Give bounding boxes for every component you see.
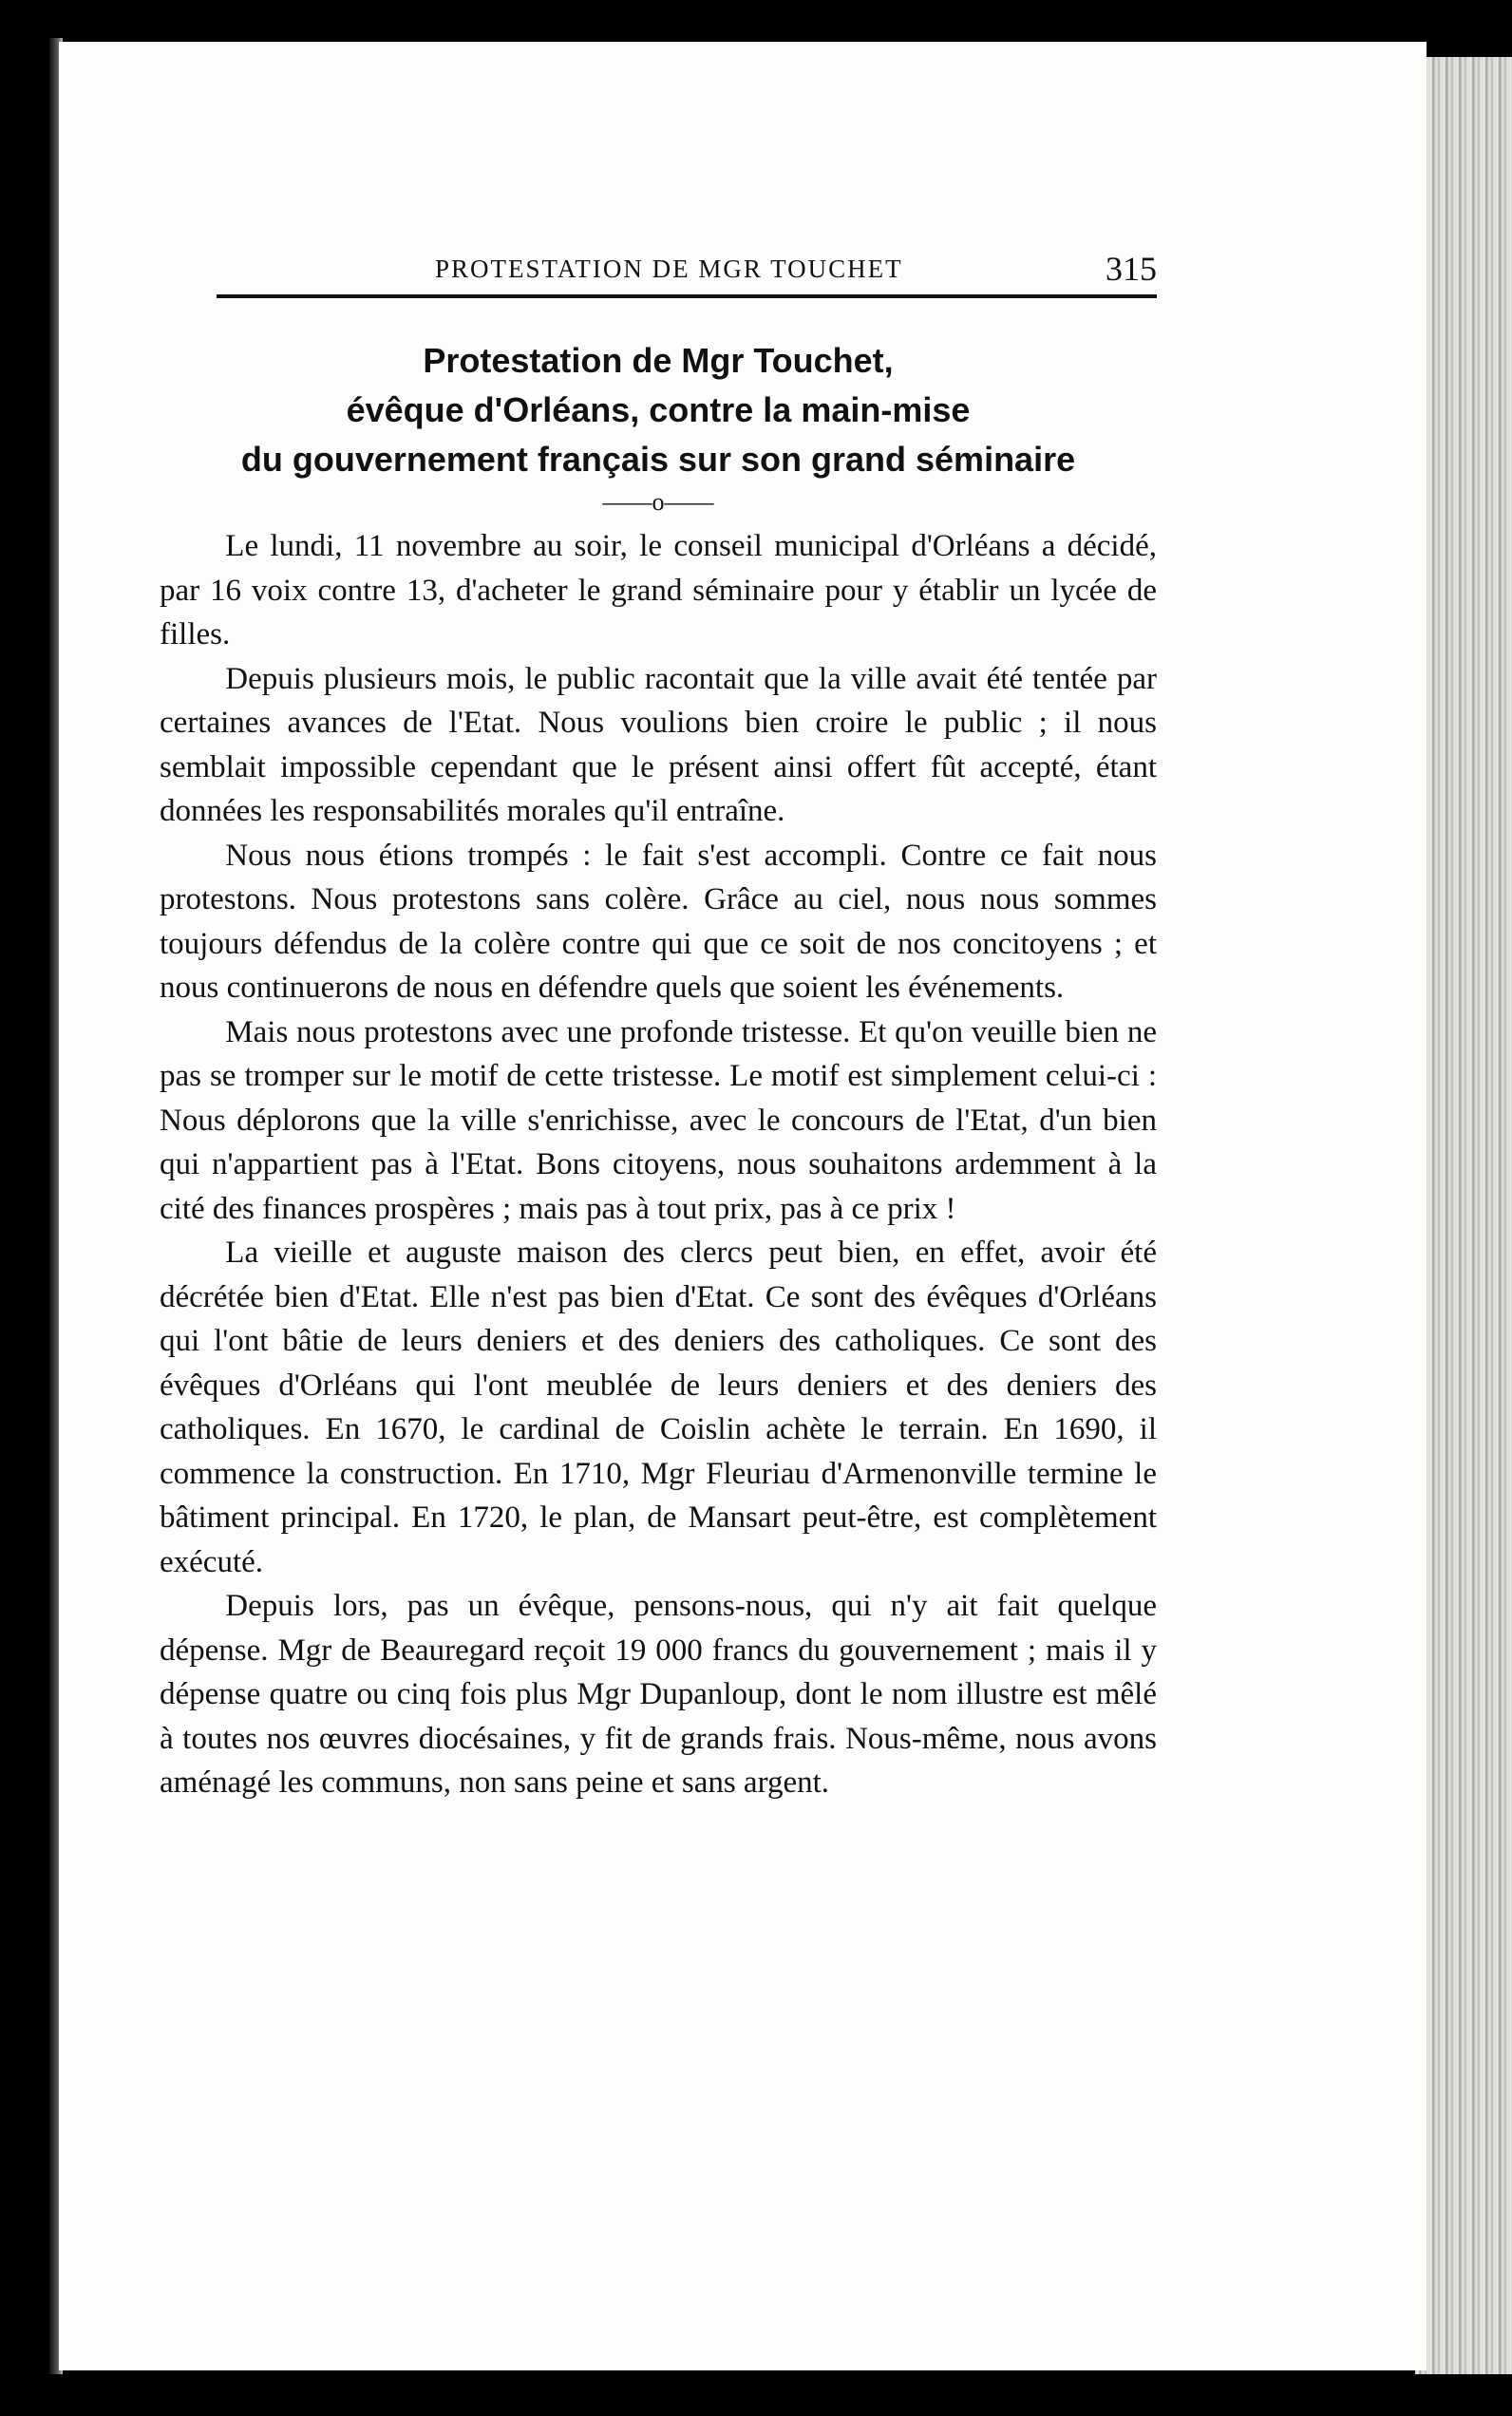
title-separator: ——o—— bbox=[602, 488, 714, 516]
page-number: 315 bbox=[1106, 250, 1157, 288]
running-title: PROTESTATION DE MGR TOUCHET bbox=[435, 255, 903, 283]
paragraph: Le lundi, 11 novembre au soir, le conseil municipal d'Orléans a décidé, par 16 voix contre 13, d'acheter le grand séminaire pour y établir un lycée de filles. bbox=[160, 529, 1157, 651]
title-line-3: du gouvernement français sur son grand séminaire bbox=[240, 440, 1076, 479]
body-text bbox=[160, 524, 1157, 1805]
page-content bbox=[160, 249, 1157, 1805]
header-rule bbox=[217, 294, 1157, 298]
paragraph: Mais nous protestons avec une profonde tristesse. Et qu'on veuille bien ne pas se tromper sur le motif de cette tristesse. Le motif est simplement celui-ci : Nous déplorons que la ville s'enrichisse, avec le concours de l'Etat, d'un bien qui n'appartient pas à l'Etat. Bons citoyens, nous souhaitons ardemment à la cité des finances prospères ; mais pas à tout prix, pas à ce prix ! bbox=[160, 1014, 1157, 1226]
page-edges bbox=[1415, 57, 1512, 2374]
paragraph: Depuis plusieurs mois, le public racontait que la ville avait été tentée par certaines avances de l'Etat. Nous voulions bien croire le public ; il nous semblait impossible cependant que le présent ainsi offert fût accepté, étant données les responsabilités morales qu'il entraîne. bbox=[160, 661, 1157, 828]
article-title bbox=[160, 336, 1157, 484]
running-head bbox=[160, 249, 1157, 298]
paragraph: Nous nous étions trompés : le fait s'est accompli. Contre ce fait nous protestons. Nous protestons sans colère. Grâce au ciel, nous nous sommes toujours défendus de la colère contre qui que ce soit de nos concitoyens ; et nous continuerons de nous en défendre quels que soient les événements. bbox=[160, 838, 1157, 1005]
title-line-1: Protestation de Mgr Touchet, bbox=[423, 341, 894, 380]
paragraph: Depuis lors, pas un évêque, pensons-nous, qui n'y ait fait quelque dépense. Mgr de Beauregard reçoit 19 000 francs du gouvernement ; mais il y dépense quatre ou cinq fois plus Mgr Dupanloup, dont le nom illustre est mêlé à toutes nos œuvres diocésaines, y fit de grands frais. Nous-même, nous avons aménagé les communs, non sans peine et sans argent. bbox=[160, 1589, 1157, 1800]
paragraph: La vieille et auguste maison des clercs peut bien, en effet, avoir été décrétée bien d'Etat. Elle n'est pas bien d'Etat. Ce sont des évêques d'Orléans qui l'ont bâtie de leurs deniers et des deniers des catholiques. Ce sont des évêques d'Orléans qui l'ont meublée de leurs deniers et des deniers des catholiques. En 1670, le cardinal de Coislin achète le terrain. En 1690, il commence la construction. En 1710, Mgr Fleuriau d'Armenonville termine le bâtiment principal. En 1720, le plan, de Mansart peut-être, est complètement exécuté. bbox=[160, 1236, 1157, 1579]
title-line-2: évêque d'Orléans, contre la main-mise bbox=[346, 390, 971, 429]
